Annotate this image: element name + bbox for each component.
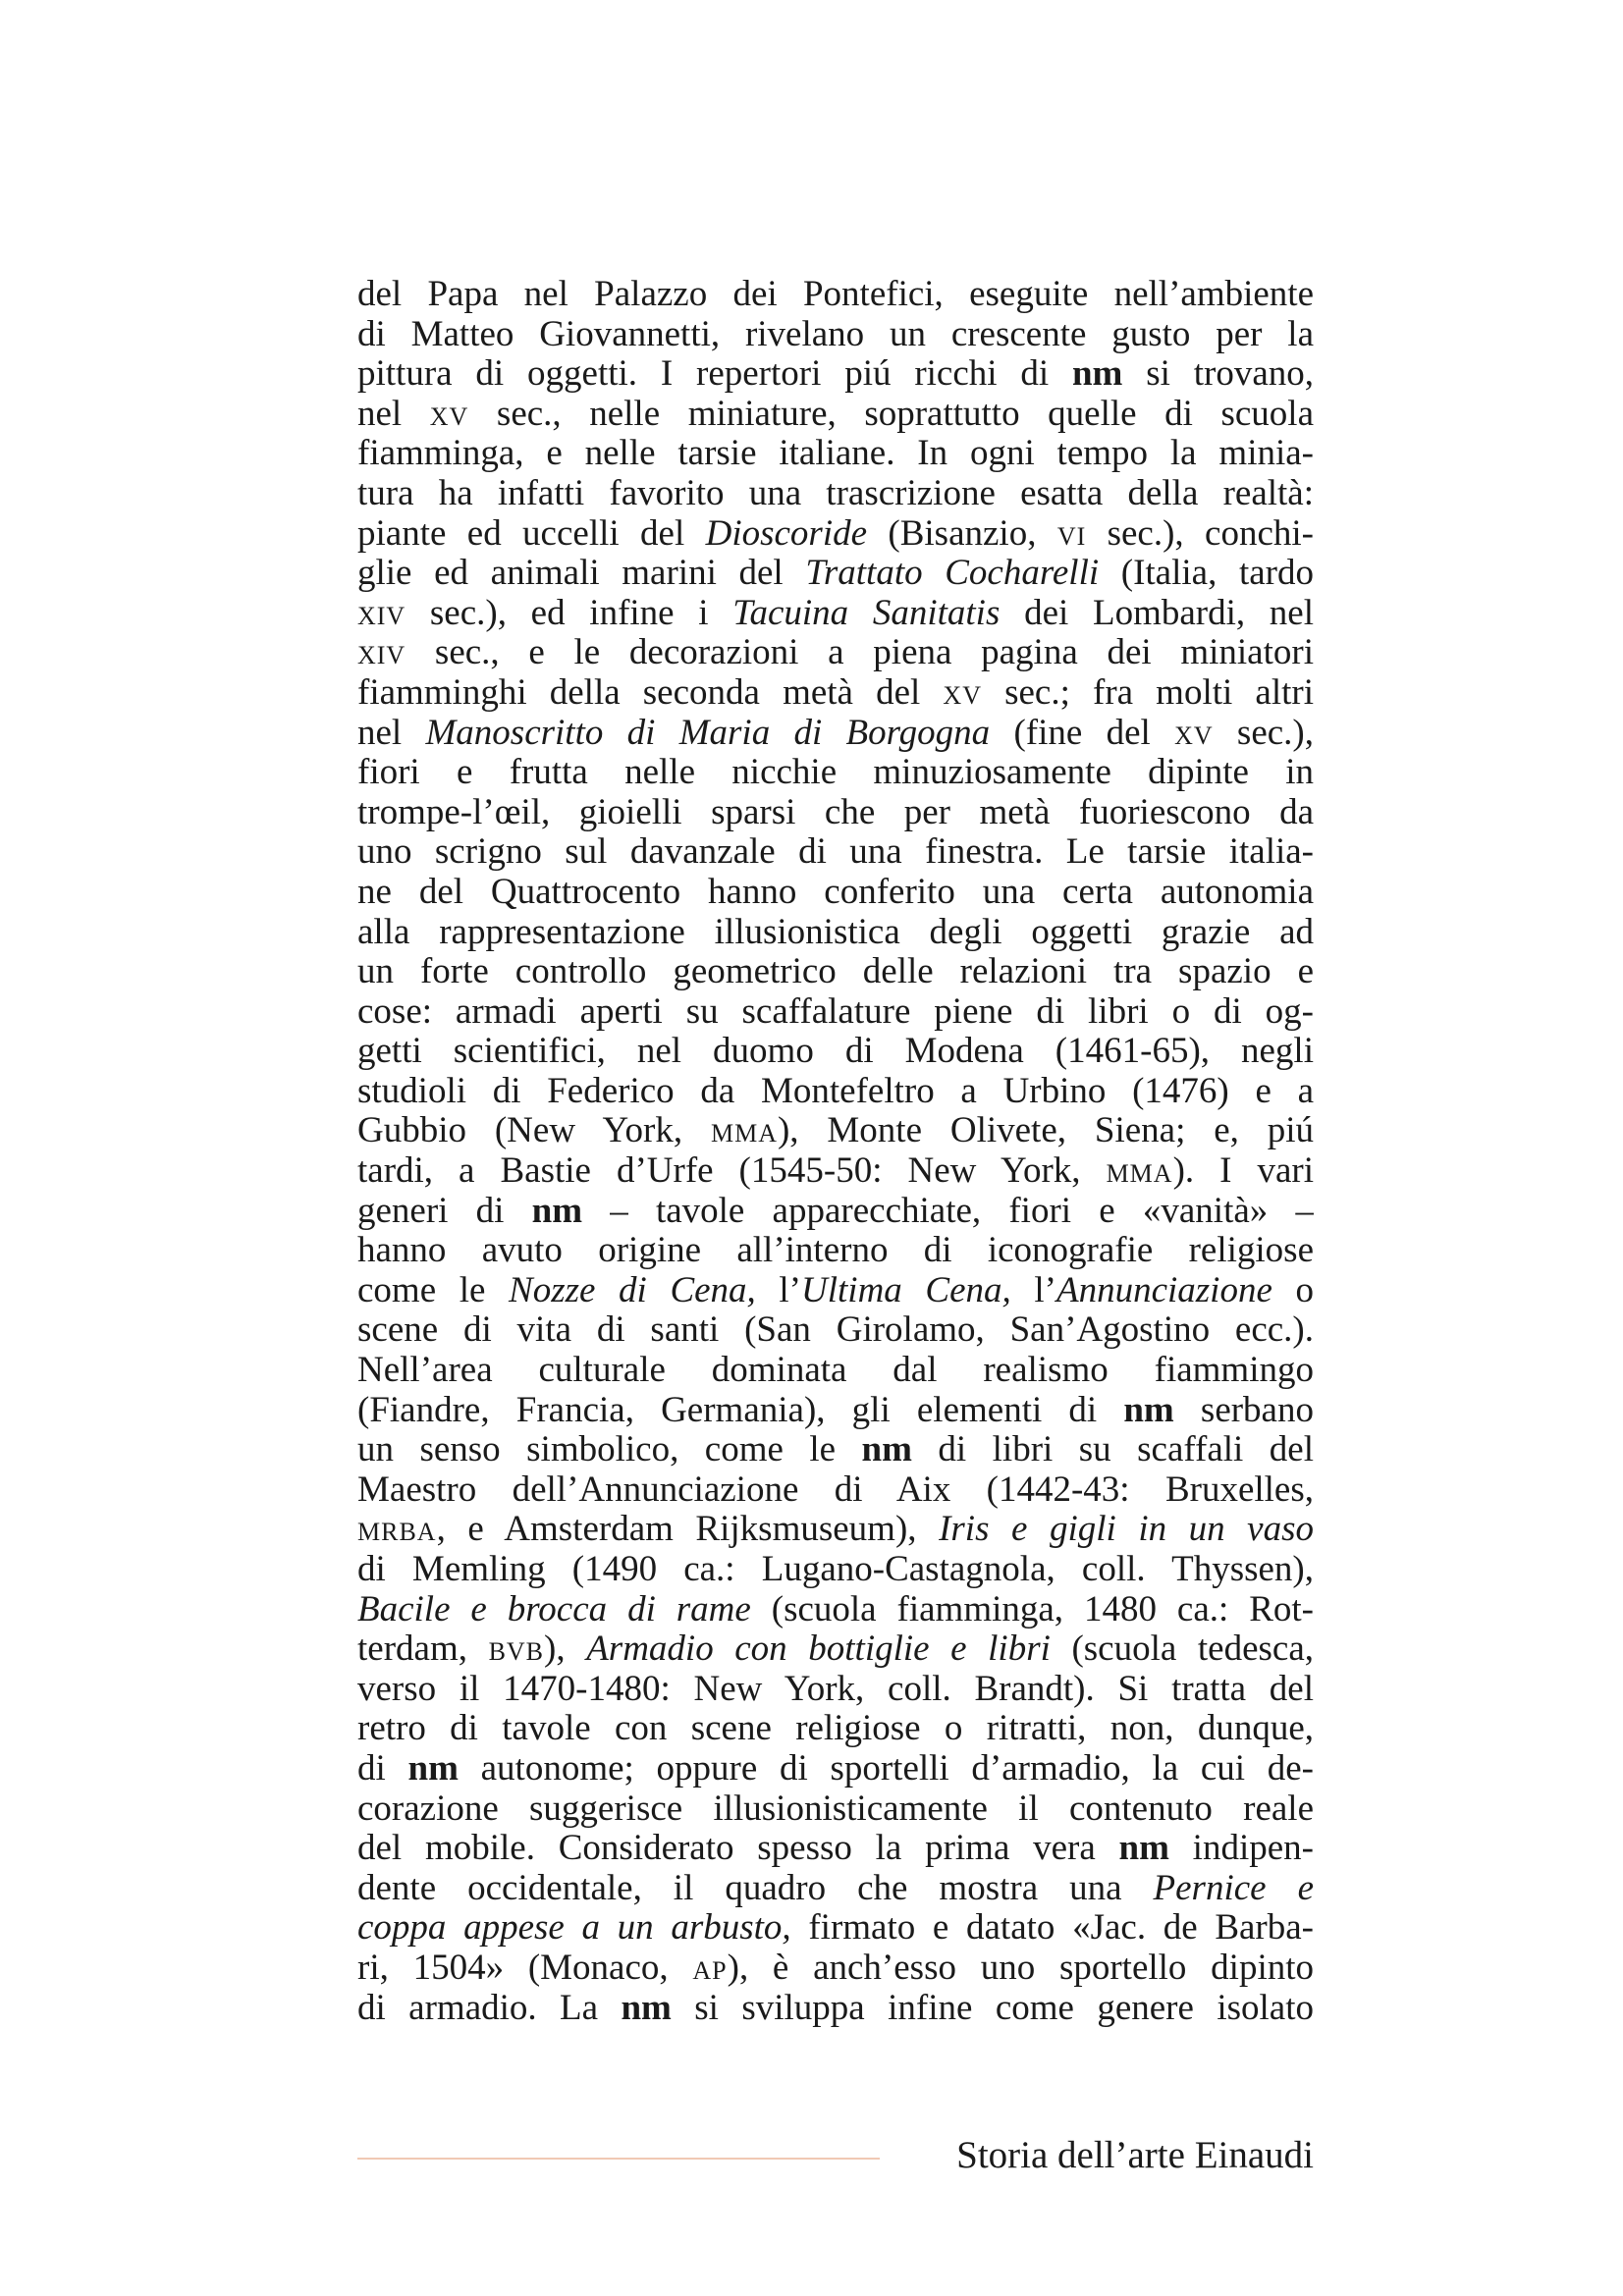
small-caps-text: vi <box>1056 513 1087 554</box>
text-line <box>357 354 1314 395</box>
text-run: fiori e frutta nelle nicchie minuziosamente dipinte in <box>357 753 1314 793</box>
text-line <box>357 793 1314 833</box>
small-caps-text: xv <box>1174 713 1214 753</box>
text-run: glie ed animali marini del <box>357 554 806 594</box>
text-line <box>357 1670 1314 1710</box>
text-line <box>357 1351 1314 1391</box>
italic-title: coppa appese a un arbusto, <box>357 1908 791 1949</box>
text-run: sec., e le decorazioni a piena pagina dei miniatori <box>406 633 1314 673</box>
text-run: ). I vari <box>1172 1151 1314 1192</box>
text-run: Gubbio (New York, <box>357 1111 711 1151</box>
text-line <box>357 873 1314 913</box>
term-nm: nm <box>407 1748 459 1789</box>
text-line <box>357 1391 1314 1431</box>
text-line <box>357 1949 1314 1989</box>
italic-title: Manoscritto di Maria di Borgogna <box>425 713 991 753</box>
text-run: terdam, <box>357 1629 489 1670</box>
text-run: di Matteo Giovannetti, rivelano un crescente gusto per la <box>357 314 1314 354</box>
term-nm: nm <box>621 1988 672 2028</box>
text-line <box>357 1470 1314 1511</box>
text-run: ri, 1504» (Monaco, <box>357 1948 693 1988</box>
text-run: studioli di Federico da Montefeltro a Urbino (1476) e a <box>357 1071 1314 1111</box>
text-run: uno scrigno sul davanzale di una finestra. Le tarsie italia- <box>357 832 1314 873</box>
italic-title: Annunciazione <box>1055 1270 1272 1310</box>
text-run: ), <box>544 1629 587 1670</box>
small-caps-text: mma <box>1106 1151 1173 1192</box>
text-run: trompe-l’œil, gioielli sparsi che per metà fuoriescono da <box>357 792 1314 832</box>
text-run: del mobile. Considerato spesso la prima vera <box>357 1829 1119 1869</box>
text-line <box>357 1590 1314 1630</box>
text-line <box>357 434 1314 474</box>
text-run: indipen- <box>1168 1829 1314 1869</box>
text-line <box>357 1749 1314 1789</box>
text-run: nel <box>357 394 430 434</box>
text-run: sec.; fra molti altri <box>981 672 1314 713</box>
small-caps-text: xv <box>943 672 982 713</box>
small-caps-text: xiv <box>357 633 406 673</box>
text-run: (Fiandre, Francia, Germania), gli elementi di <box>357 1390 1124 1430</box>
text-line <box>357 753 1314 793</box>
italic-title: Tacuina Sanitatis <box>732 593 1001 633</box>
italic-title: Ultima Cena, <box>801 1270 1011 1310</box>
text-run: – tavole apparecchiate, fiori e «vanità» – <box>582 1191 1314 1231</box>
text-run: tardi, a Bastie d’Urfe (1545-50: New York, <box>357 1151 1107 1192</box>
text-run: sec.), ed infine i <box>406 593 733 633</box>
text-run: di libri su scaffali del <box>911 1430 1314 1470</box>
text-run: come le <box>357 1270 510 1310</box>
italic-title: Bacile e brocca di rame <box>357 1589 751 1629</box>
text-run: fiamminga, e nelle tarsie italiane. In ogni tempo la minia- <box>357 434 1314 474</box>
term-nm: nm <box>1118 1829 1169 1869</box>
text-run: Maestro dell’Annunciazione di Aix (1442-43: Bruxelles, <box>357 1469 1314 1510</box>
text-run: ), è anch’esso uno sportello dipinto <box>727 1948 1314 1988</box>
text-line <box>357 554 1314 594</box>
italic-title: Iris e gigli in un vaso <box>939 1510 1314 1550</box>
text-run: scene di vita di santi (San Girolamo, San’Agostino ecc.). <box>357 1310 1314 1351</box>
text-line <box>357 832 1314 873</box>
small-caps-text: ap <box>692 1948 728 1988</box>
text-run: piante ed uccelli del <box>357 513 706 554</box>
text-line <box>357 1869 1314 1909</box>
text-run: ne del Quattrocento hanno conferito una certa autonomia <box>357 872 1314 912</box>
small-caps-text: mrba <box>357 1510 437 1550</box>
text-line <box>357 714 1314 754</box>
text-line <box>357 1709 1314 1749</box>
text-line <box>357 1629 1314 1670</box>
text-line <box>357 1072 1314 1112</box>
text-run: si sviluppa infine come genere isolato <box>671 1988 1314 2028</box>
italic-title: Nozze di Cena, <box>509 1270 756 1310</box>
text-run: alla rappresentazione illusionistica degli oggetti grazie ad <box>357 912 1314 952</box>
footer-title: Storia dell’arte Einaudi <box>956 2134 1314 2176</box>
text-run: del Papa nel Palazzo dei Pontefici, eseguite nell’ambiente <box>357 275 1314 314</box>
text-line <box>357 1989 1314 2029</box>
text-line <box>357 913 1314 953</box>
text-run: tura ha infatti favorito una trascrizione esatta della realtà: <box>357 473 1314 513</box>
text-run: dei Lombardi, nel <box>1000 593 1314 633</box>
italic-title: Pernice e <box>1153 1868 1314 1908</box>
text-run: l’ <box>1010 1270 1056 1310</box>
text-run: getti scientifici, nel duomo di Modena (1461-65), negli <box>357 1032 1314 1072</box>
text-run: (scuola fiamminga, 1480 ca.: Rot- <box>750 1589 1314 1629</box>
text-line <box>357 952 1314 992</box>
text-line <box>357 1192 1314 1232</box>
text-run: cose: armadi aperti su scaffalature piene di libri o di og- <box>357 991 1314 1032</box>
text-run: un forte controllo geometrico delle relazioni tra spazio e <box>357 952 1314 992</box>
text-run: (Italia, tardo <box>1099 554 1314 594</box>
text-line <box>357 395 1314 435</box>
text-line <box>357 673 1314 714</box>
text-run: sec.), <box>1213 713 1314 753</box>
text-line <box>357 1271 1314 1311</box>
text-run: fiamminghi della seconda metà del <box>357 672 944 713</box>
text-run: (Bisanzio, <box>867 513 1057 554</box>
text-run: nel <box>357 713 426 753</box>
footer-rule <box>357 2158 880 2160</box>
text-line <box>357 1430 1314 1470</box>
text-run: ), Monte Olivete, Siena; e, piú <box>777 1111 1314 1151</box>
text-run: Nell’area culturale dominata dal realismo fiammingo <box>357 1351 1314 1391</box>
small-caps-text: bvb <box>488 1629 545 1670</box>
term-nm: nm <box>531 1191 583 1231</box>
text-run: retro di tavole con scene religiose o ritratti, non, dunque, <box>357 1709 1314 1749</box>
text-run: generi di <box>357 1191 532 1231</box>
text-run: sec.), conchi- <box>1086 513 1314 554</box>
text-run: dente occidentale, il quadro che mostra una <box>357 1868 1154 1908</box>
body-text <box>357 275 1314 2028</box>
text-run: (fine del <box>990 713 1175 753</box>
text-line <box>357 1310 1314 1351</box>
italic-title: Armadio con bottiglie e libri <box>586 1629 1051 1670</box>
text-run: serbano <box>1173 1390 1314 1430</box>
small-caps-text: xiv <box>357 593 406 633</box>
text-run: di <box>357 1748 408 1789</box>
text-line <box>357 1789 1314 1830</box>
text-run: si trovano, <box>1122 354 1314 395</box>
text-line <box>357 1908 1314 1949</box>
text-line <box>357 1111 1314 1151</box>
small-caps-text: xv <box>429 394 469 434</box>
text-line <box>357 275 1314 315</box>
text-run: l’ <box>755 1270 802 1310</box>
small-caps-text: mma <box>710 1111 778 1151</box>
text-run: di armadio. La <box>357 1988 622 2028</box>
text-line <box>357 1829 1314 1869</box>
text-run: un senso simbolico, come le <box>357 1430 862 1470</box>
italic-title: Trattato Cocharelli <box>805 554 1100 594</box>
text-line <box>357 315 1314 355</box>
text-run: (scuola tedesca, <box>1050 1629 1314 1670</box>
text-line <box>357 992 1314 1033</box>
text-run: hanno avuto origine all’interno di iconografie religiose <box>357 1231 1314 1271</box>
text-line <box>357 1032 1314 1072</box>
text-line <box>357 1231 1314 1271</box>
text-line <box>357 633 1314 673</box>
text-run: di Memling (1490 ca.: Lugano-Castagnola, coll. Thyssen), <box>357 1550 1314 1589</box>
text-run: sec., nelle miniature, soprattutto quelle di scuola <box>468 394 1314 434</box>
term-nm: nm <box>1123 1390 1174 1430</box>
italic-title: Dioscoride <box>705 513 868 554</box>
text-run: , e Amsterdam Rijksmuseum), <box>436 1510 940 1550</box>
text-line <box>357 514 1314 555</box>
text-line <box>357 474 1314 514</box>
text-run: verso il 1470-1480: New York, coll. Brandt). Si tratta del <box>357 1669 1314 1709</box>
text-line <box>357 1151 1314 1192</box>
text-run: firmato e datato «Jac. de Barba- <box>790 1908 1314 1949</box>
text-run: corazione suggerisce illusionisticamente il contenuto reale <box>357 1789 1314 1829</box>
text-run: o <box>1271 1270 1314 1310</box>
text-line <box>357 1510 1314 1550</box>
term-nm: nm <box>1071 354 1123 395</box>
text-line <box>357 594 1314 634</box>
text-run: pittura di oggetti. I repertori piú ricchi di <box>357 354 1072 395</box>
term-nm: nm <box>861 1430 912 1470</box>
text-run: autonome; oppure di sportelli d’armadio, la cui de- <box>458 1748 1314 1789</box>
text-line <box>357 1550 1314 1590</box>
